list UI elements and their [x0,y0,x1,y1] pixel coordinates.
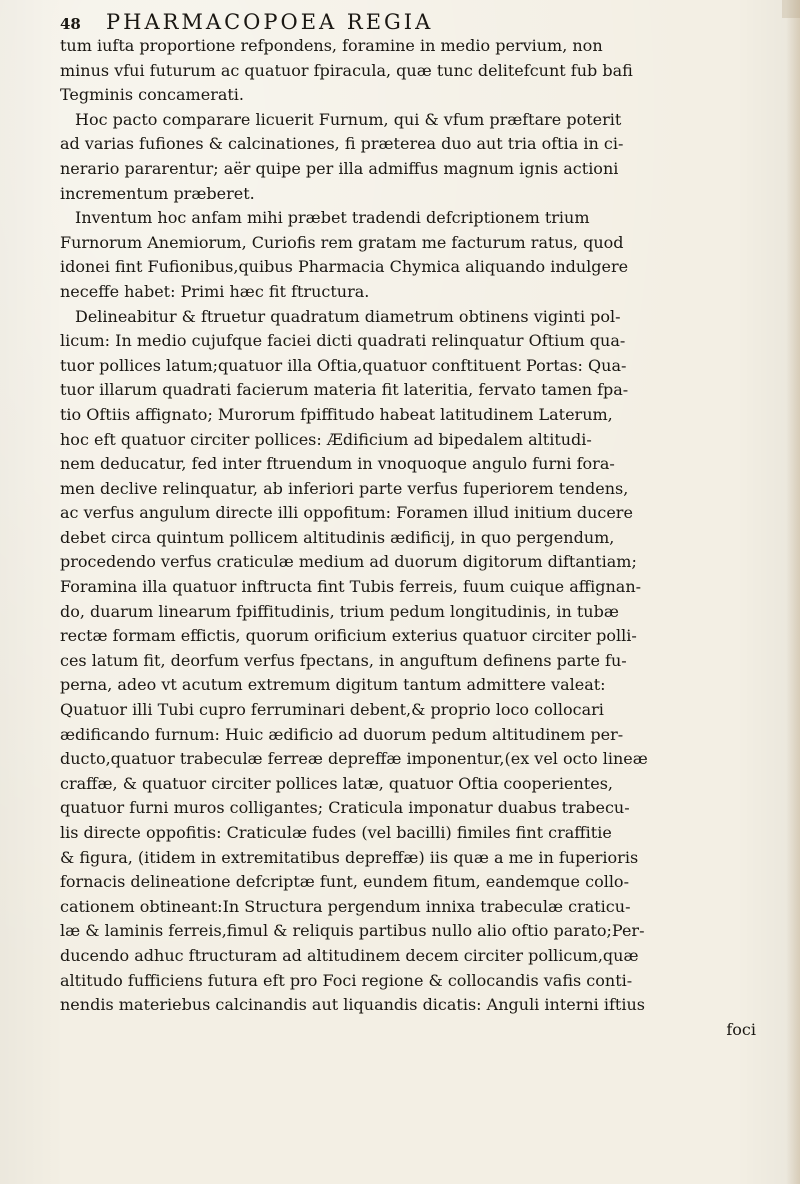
text-line: rectæ formam effictis, quorum orificium exterius quatuor circiter polli- [60,626,637,646]
text-line: Quatuor illi Tubi cupro ferruminari debent,& proprio loco collocari [60,700,604,720]
text-line: Delineabitur & ftruetur quadratum diametrum obtinens viginti pol- [75,306,621,326]
text-line: Foramina illa quatuor inftructa fint Tubis ferreis, fuum cuique affignan- [60,577,642,597]
text-line: lis directe oppofitis: Craticulæ fudes (vel bacilli) fimiles fint craffitie [60,823,612,842]
text-line: altitudo fufficiens futura eft pro Foci regione & collocandis vafis conti- [60,970,633,990]
text-line: cationem obtineant:In Structura pergendum innixa trabeculæ craticu- [60,896,631,916]
text-line: ducto,quatuor trabeculæ ferreæ depreffæ imponentur,(ex vel octo lineæ [60,749,648,769]
text-line: incrementum præberet. [60,183,255,203]
text-line: nerario pararentur; aër quipe per illa admiffus magnum ignis actioni [60,158,619,178]
page-corner-mark [782,0,800,18]
text-line: men declive relinquatur, ab inferiori parte verfus fuperiorem tendens, [60,478,629,498]
page-header [60,10,756,32]
text-line: idonei fint Fufionibus,quibus Pharmacia Chymica aliquando indulgere [60,257,629,277]
text-line: debet circa quintum pollicem altitudinis ædificij, in quo pergendum, [60,527,615,547]
body-text [60,34,756,1042]
text-line: Furnorum Anemiorum, Curiofis rem gratam me facturum ratus, quod [60,232,624,252]
text-line: tum iufta proportione refpondens, foramine in medio pervium, non [60,36,603,55]
text-line: & figura, (itidem in extremitatibus depreffæ) iis quæ a me in fuperioris [60,847,639,867]
text-line: ducendo adhuc ftructuram ad altitudinem decem circiter pollicum,quæ [60,945,639,965]
text-line: licum: In medio cujufque faciei dicti quadrati relinquatur Oftium qua- [60,331,626,351]
text-line: quatuor furni muros colligantes; Craticula imponatur duabus trabecu- [60,798,630,818]
text-line: hoc eft quatuor circiter pollices: Ædificium ad bipedalem altitudi- [60,429,592,449]
text-line: neceffe habet: Primi hæc fit ftructura. [60,281,370,301]
text-line: Hoc pacto comparare licuerit Furnum, qui & vfum præftare poterit [75,109,622,129]
text-line: ac verfus angulum directe illi oppofitum: Foramen illud initium ducere [60,503,633,523]
text-line: nendis materiebus calcinandis aut liquandis dicatis: Anguli interni iftius [60,995,645,1015]
text-line: Tegminis concamerati. [60,85,245,105]
text-line: nem deducatur, fed inter ftruendum in vnoquoque angulo furni fora- [60,454,615,474]
text-line: fornacis delineatione defcriptæ funt, eundem fitum, eandemque collo- [60,872,629,892]
text-line: do, duarum linearum fpiffitudinis, trium pedum longitudinis, in tubæ [60,601,619,621]
text-line: ædificando furnum: Huic ædificio ad duorum pedum altitudinem per- [60,724,624,744]
catchword: foci [726,1019,756,1039]
page-number: 48 [60,15,81,33]
text-line: perna, adeo vt acutum extremum digitum tantum admittere valeat: [60,675,606,695]
text-line: ces latum fit, deorfum verfus fpectans, in anguftum definens parte fu- [60,650,627,670]
text-line: tuor pollices latum;quatuor illa Oftia,quatuor conftituent Portas: Qua- [60,355,627,375]
text-line: minus vfui futurum ac quatuor fpiracula, quæ tunc delitefcunt fub bafi [60,60,633,80]
text-line: procedendo verfus craticulæ medium ad duorum digitorum diftantiam; [60,552,637,572]
page-edge-shadow [786,0,800,1184]
text-line: craffæ, & quatuor circiter pollices latæ, quatuor Oftia cooperientes, [60,773,613,793]
text-line: tuor illarum quadrati facierum materia fit lateritia, fervato tamen fpa- [60,380,629,400]
text-line: læ & laminis ferreis,fimul & reliquis partibus nullo alio oftio parato;Per- [60,921,645,941]
text-line: ad varias fufiones & calcinationes, fi præterea duo aut tria oftia in ci- [60,134,624,154]
text-line: Inventum hoc anfam mihi præbet tradendi defcriptionem trium [75,208,590,228]
text-line: tio Oftiis affignato; Murorum fpiffitudo habeat latitudinem Laterum, [60,404,613,424]
running-title: PHARMACOPOEA REGIA [106,10,434,34]
